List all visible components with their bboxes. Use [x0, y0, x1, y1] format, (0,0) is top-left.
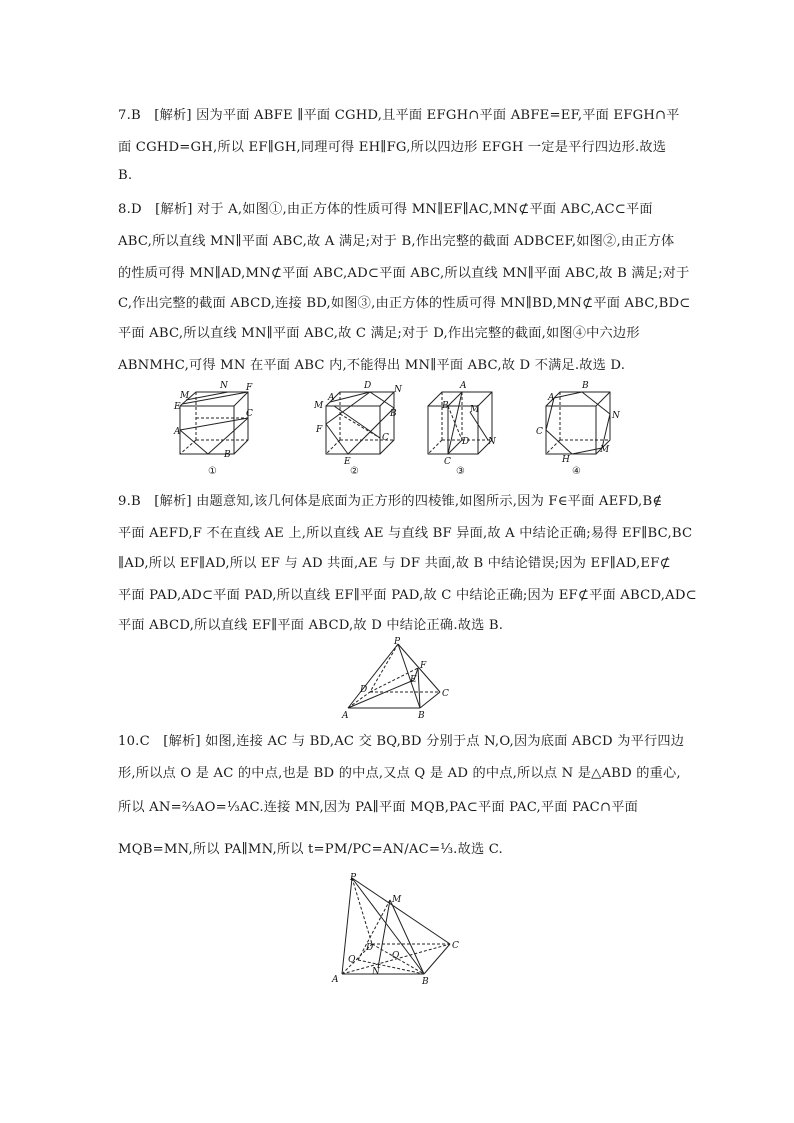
fig4-label: N [612, 411, 620, 421]
fig4-number: ④ [572, 466, 581, 477]
fig2-label: F [316, 425, 323, 435]
fig2-label: D [364, 381, 372, 391]
sol10-line-1: 10.C [解析] 如图,连接 AC 与 BD,AC 交 BQ,BD 分别于点 N,O,因为底面 ABCD 为平行四边 [118, 734, 685, 749]
fig9-label: P [394, 637, 401, 647]
fig2-label: C [382, 433, 389, 443]
fig4-label: M [600, 445, 610, 455]
fig2-label: M [314, 401, 324, 411]
fig4-label: A [548, 393, 555, 403]
pyramid-figure-10 [330, 870, 470, 986]
sol8-line-4: C,作出完整的截面 ABCD,连接 BD,如图③,由正方体的性质可得 MN∥BD,MN⊄平面 ABC,BD⊂ [118, 296, 691, 311]
fig3-label: M [470, 405, 480, 415]
fig3-label: D [462, 437, 470, 447]
sol10-line-4: MQB=MN,所以 PA∥MN,所以 t=PM/PC=AN/AC=⅓.故选 C. [118, 842, 503, 857]
sol10-line-2: 形,所以点 O 是 AC 的中点,也是 BD 的中点,又点 Q 是 AD 的中点,所以点 N 是△ABD 的重心, [118, 766, 681, 781]
fig3-number: ③ [456, 466, 465, 477]
fig1-label: M [180, 391, 190, 401]
sol8-line-3: 的性质可得 MN∥AD,MN⊄平面 ABC,AD⊂平面 ABC,所以直线 MN∥平面 ABC,故 B 满足;对于 [118, 266, 690, 281]
sol9-line-2: 平面 AEFD,F 不在直线 AE 上,所以直线 AE 与直线 BF 异面,故 A 中结论正确;易得 EF∥BC,BC [118, 526, 693, 541]
fig2-label: E [344, 457, 351, 467]
fig1-label: B [224, 450, 231, 460]
fig4-label: B [582, 381, 589, 391]
fig9-label: A [342, 711, 349, 720]
fig1-label: A [174, 427, 181, 437]
fig2-label: N [394, 385, 402, 395]
fig1-label: C [246, 409, 253, 419]
fig10-label: B [422, 977, 429, 986]
sol9-line-5: 平面 ABCD,所以直线 EF∥平面 ABCD,故 D 中结论正确.故选 B. [118, 618, 504, 633]
sol7-line-2: 面 CGHD=GH,所以 EF∥GH,同理可得 EH∥FG,所以四边形 EFGH 一定是平行四边形.故选 [118, 140, 667, 155]
fig4-label: C [536, 427, 543, 437]
fig10-label: A [332, 975, 339, 985]
sol8-line-1: 8.D [解析] 对于 A,如图①,由正方体的性质可得 MN∥EF∥AC,MN⊄平面 ABC,AC⊂平面 [118, 202, 653, 217]
fig10-label: N [372, 967, 380, 977]
fig1-label: F [246, 383, 253, 393]
fig4-label: H [562, 455, 570, 465]
fig9-label: B [418, 711, 425, 720]
sol7-line-3: B. [118, 168, 133, 183]
sol8-line-2: ABC,所以直线 MN∥平面 ABC,故 A 满足;对于 B,作出完整的截面 ADBCEF,如图②,由正方体 [118, 234, 675, 249]
fig1-label: E [174, 402, 181, 412]
fig1-number: ① [208, 466, 217, 477]
fig1-label: N [220, 381, 228, 391]
fig9-label: D [360, 685, 368, 695]
fig9-label: E [410, 675, 417, 685]
fig10-label: Q [348, 955, 356, 965]
sol10-line-3: 所以 AN=⅔AO=⅓AC.连接 MN,因为 PA∥平面 MQB,PA⊂平面 PAC,平面 PAC∩平面 [118, 800, 638, 815]
sol8-line-6: ABNMHC,可得 MN 在平面 ABC 内,不能得出 MN∥平面 ABC,故 D 不满足.故选 D. [118, 358, 626, 373]
fig9-label: C [442, 689, 449, 699]
sol9-line-3: ∥AD,所以 EF∥AD,所以 EF 与 AD 共面,AE 与 DF 共面,故 B 中结论错误;因为 EF∥AD,EF⊄ [118, 556, 671, 571]
fig2-number: ② [350, 466, 359, 477]
fig10-label: M [392, 895, 402, 905]
pyramid-figure-9 [336, 636, 456, 720]
fig9-label: F [420, 661, 427, 671]
fig3-label: B [442, 401, 449, 411]
fig10-label: O [392, 951, 400, 961]
fig10-label: P [350, 873, 357, 883]
fig3-label: A [460, 381, 467, 391]
cube-figure-1 [168, 378, 268, 478]
sol9-line-4: 平面 PAD,AD⊂平面 PAD,所以直线 EF∥平面 PAD,故 C 中结论正确;因为 EF⊄平面 ABCD,AD⊂ [118, 588, 697, 603]
sol8-line-5: 平面 ABC,所以直线 MN∥平面 ABC,故 C 满足;对于 D,作出完整的截面,如图④中六边形 [118, 326, 640, 341]
sol9-line-1: 9.B [解析] 由题意知,该几何体是底面为正方形的四棱锥,如图所示,因为 F∈平面 AEFD,B∉ [118, 494, 663, 509]
fig2-label: B [390, 409, 397, 419]
fig3-label: N [488, 437, 496, 447]
cube-figure-4 [532, 378, 632, 478]
cube-figure-3 [418, 378, 508, 478]
fig2-label: A [328, 393, 335, 403]
fig10-label: D [366, 943, 374, 953]
sol7-line-1: 7.B [解析] 因为平面 ABFE ∥平面 CGHD,且平面 EFGH∩平面 ABFE=EF,平面 EFGH∩平 [118, 108, 680, 123]
fig3-label: C [444, 457, 451, 467]
cube-figure-2 [310, 378, 410, 478]
fig10-label: C [452, 941, 459, 951]
